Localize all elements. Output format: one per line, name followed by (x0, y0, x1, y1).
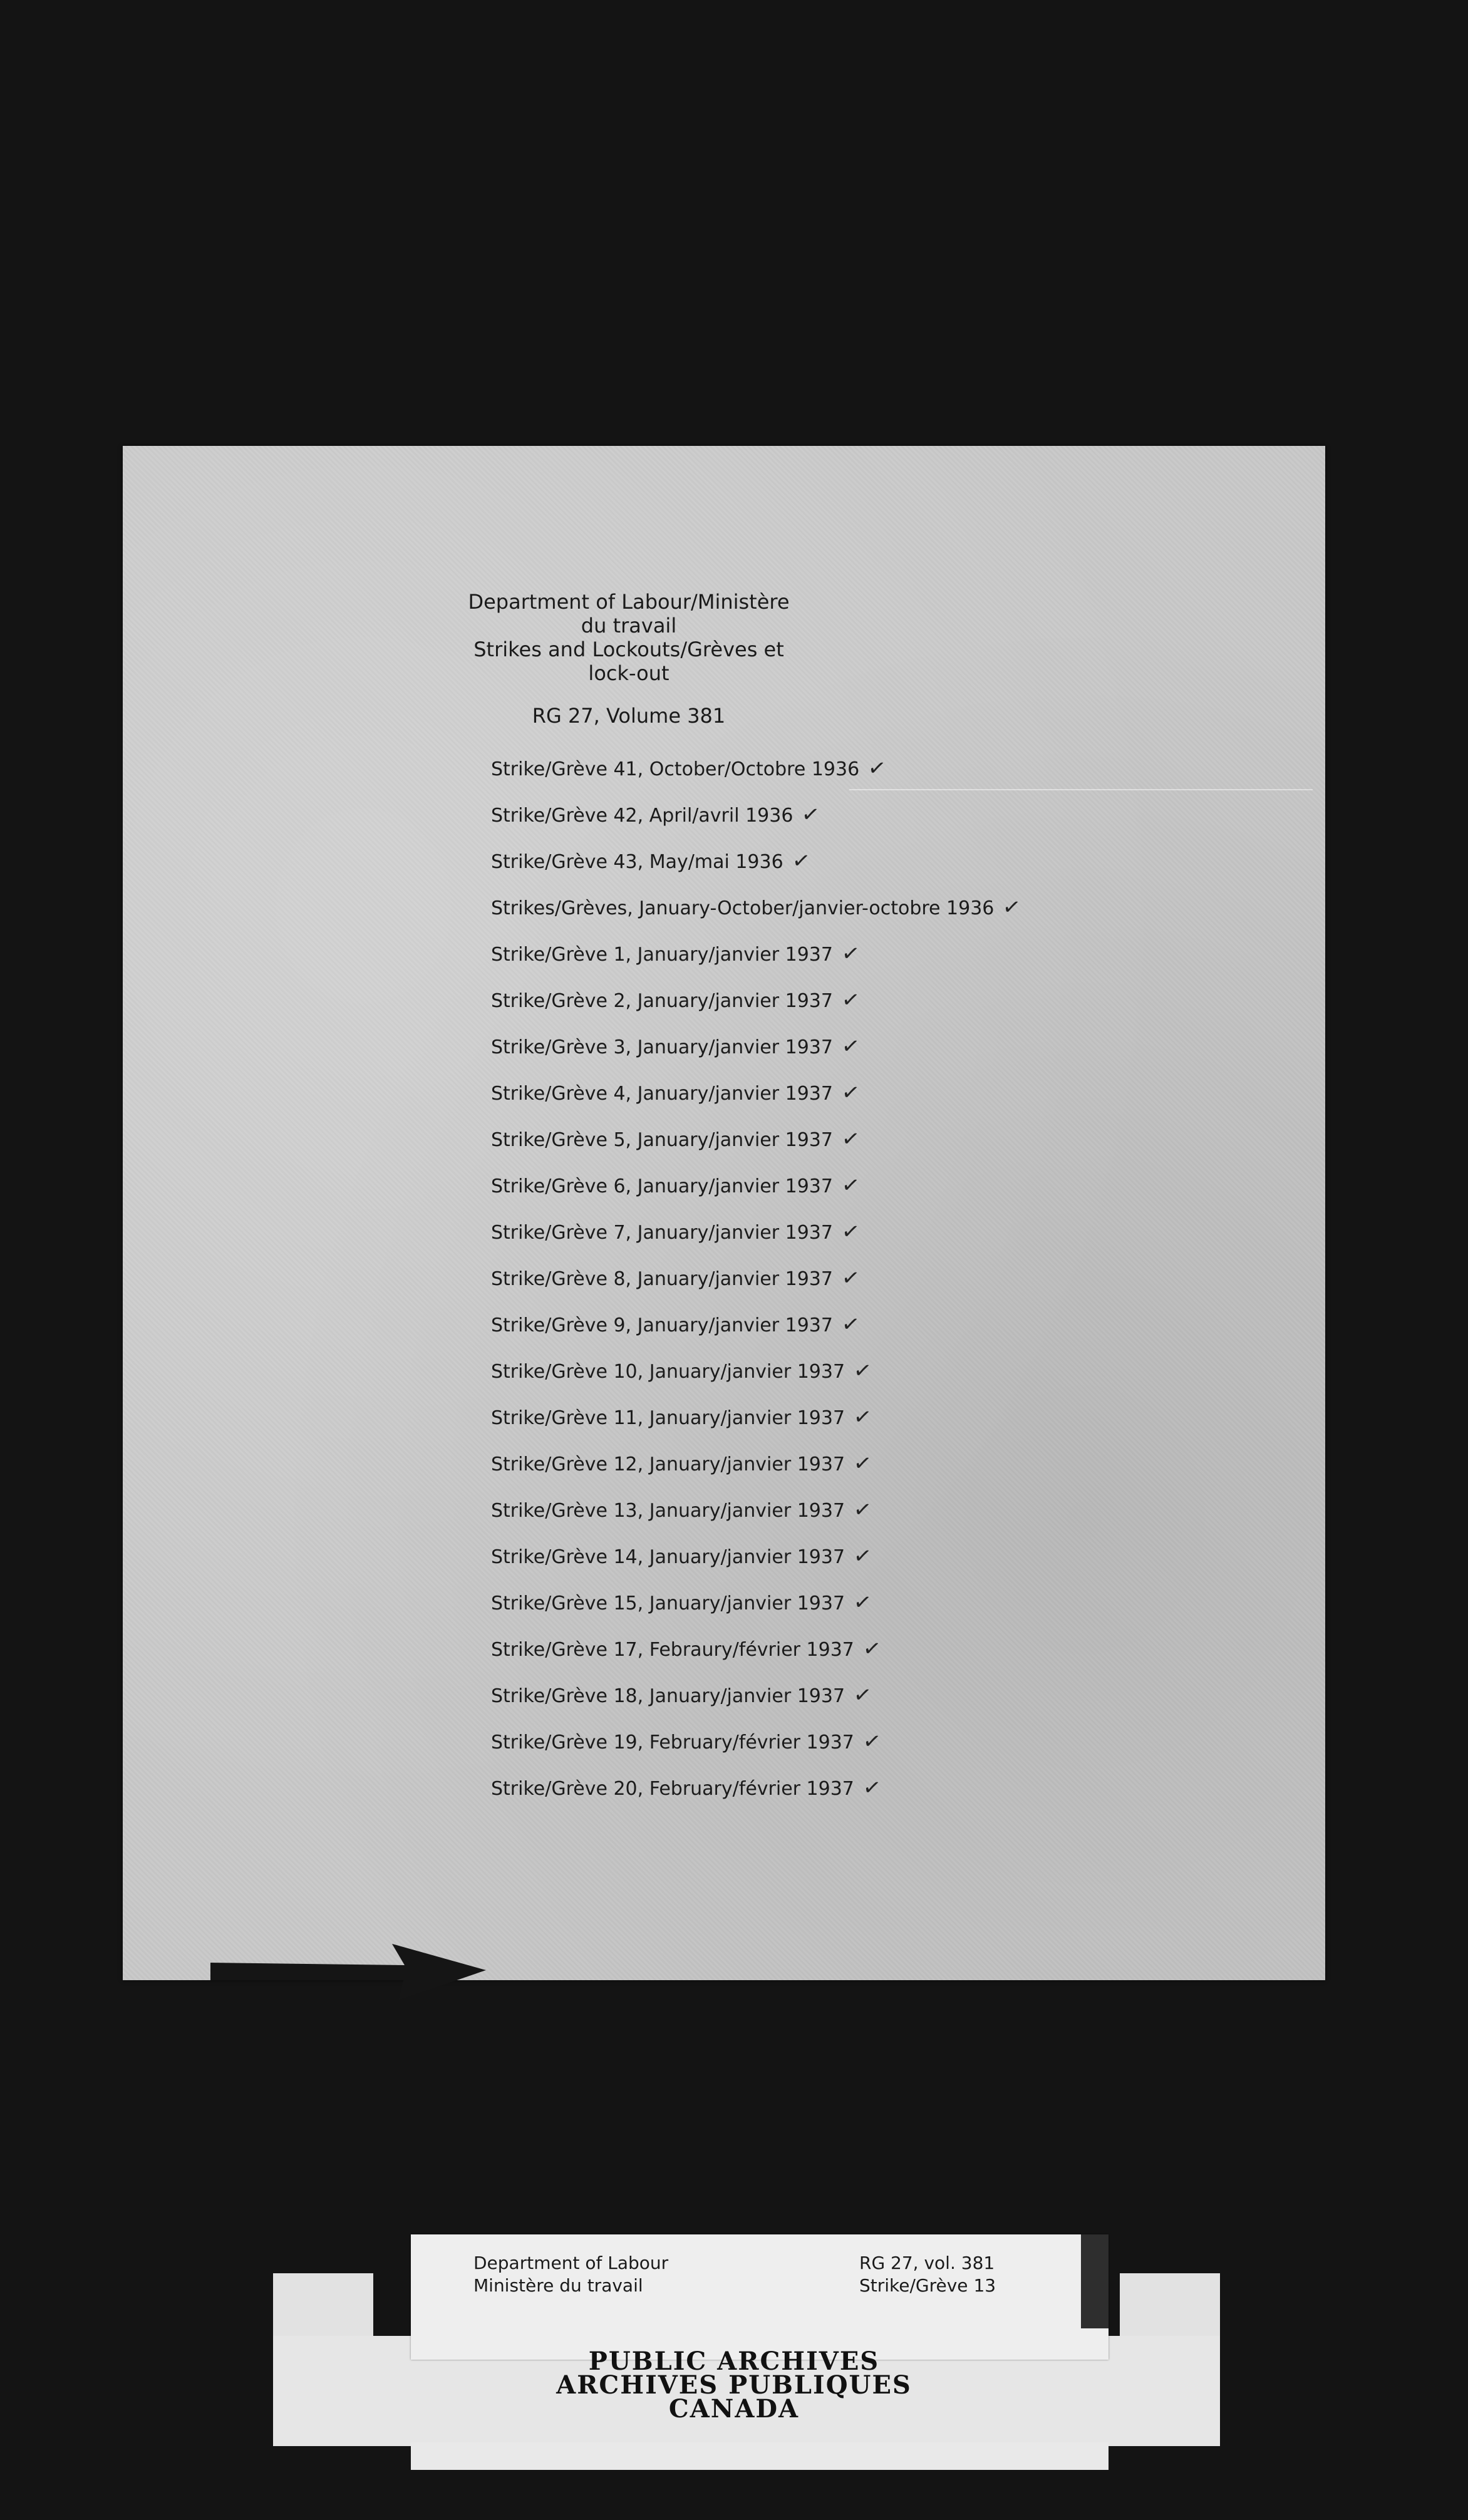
list-item (491, 884, 1021, 931)
check-mark-icon: ✓ (800, 801, 822, 829)
item-text: Strike/Grève 18, January/janvier 1937 (491, 1685, 845, 1707)
label-left-line-1: Department of Labour (473, 2253, 669, 2273)
item-text: Strike/Grève 9, January/janvier 1937 (491, 1314, 833, 1336)
header-line-1: Department of Labour/Ministère du travail (468, 590, 790, 638)
label-right-line-2: Strike/Grève 13 (859, 2275, 996, 2296)
check-mark-icon: ✓ (840, 1172, 862, 1199)
item-text: Strike/Grève 4, January/janvier 1937 (491, 1083, 833, 1105)
check-mark-icon: ✓ (852, 1542, 874, 1570)
list-item (491, 792, 1021, 838)
item-text: Strike/Grève 15, January/janvier 1937 (491, 1593, 845, 1614)
item-text: Strike/Grève 3, January/janvier 1937 (491, 1036, 833, 1058)
list-item (491, 1765, 1021, 1811)
check-mark-icon: ✓ (852, 1450, 874, 1477)
list-item (491, 1626, 1021, 1672)
check-mark-icon: ✓ (861, 1635, 883, 1663)
check-mark-icon: ✓ (861, 1774, 883, 1802)
item-text: Strike/Grève 5, January/janvier 1937 (491, 1129, 833, 1151)
arrow-right-icon (204, 1933, 492, 2008)
list-item (491, 1301, 1021, 1348)
label-right-line-1: RG 27, vol. 381 (859, 2253, 995, 2273)
document-page (123, 446, 1325, 1980)
list-item (491, 1718, 1021, 1765)
label-lower-strip (411, 2442, 1109, 2470)
list-item (491, 931, 1021, 977)
item-text: Strike/Grève 43, May/mai 1936 (491, 851, 783, 873)
list-item (491, 1255, 1021, 1301)
strike-list (491, 745, 1021, 1811)
volume-label: RG 27, Volume 381 (532, 704, 726, 728)
list-item (491, 1209, 1021, 1255)
stamp-line-2: ARCHIVES PUBLIQUES (556, 2370, 912, 2400)
list-item (491, 1579, 1021, 1626)
check-mark-icon: ✓ (840, 1218, 862, 1246)
item-text: Strike/Grève 13, January/janvier 1937 (491, 1500, 845, 1522)
label-left-line-2: Ministère du travail (473, 2275, 643, 2296)
check-mark-icon: ✓ (852, 1357, 874, 1385)
list-item (491, 1070, 1021, 1116)
check-mark-icon: ✓ (790, 847, 812, 875)
list-item (491, 977, 1021, 1023)
check-mark-icon: ✓ (840, 1033, 862, 1060)
list-item (491, 1116, 1021, 1162)
item-text: Strike/Grève 6, January/janvier 1937 (491, 1175, 833, 1197)
list-item (491, 1487, 1021, 1533)
item-text: Strike/Grève 7, January/janvier 1937 (491, 1222, 833, 1244)
check-mark-icon: ✓ (852, 1403, 874, 1431)
list-item (491, 1023, 1021, 1070)
list-item (491, 1440, 1021, 1487)
check-mark-icon: ✓ (852, 1681, 874, 1709)
stamp-line-1: PUBLIC ARCHIVES (588, 2347, 880, 2376)
check-mark-icon: ✓ (840, 1125, 862, 1153)
item-text: Strike/Grève 19, February/février 1937 (491, 1732, 854, 1753)
item-text: Strike/Grève 2, January/janvier 1937 (491, 990, 833, 1012)
check-mark-icon: ✓ (840, 940, 862, 968)
label-tab (1081, 2234, 1109, 2328)
item-text: Strike/Grève 1, January/janvier 1937 (491, 944, 833, 966)
check-mark-icon: ✓ (840, 1079, 862, 1107)
list-item (491, 745, 1021, 792)
item-text: Strike/Grève 41, October/Octobre 1936 (491, 758, 860, 780)
check-mark-icon: ✓ (840, 986, 862, 1014)
list-item (491, 1394, 1021, 1440)
label-department (473, 2252, 668, 2297)
list-item (491, 1348, 1021, 1394)
check-mark-icon: ✓ (852, 1496, 874, 1524)
check-mark-icon: ✓ (866, 755, 888, 782)
list-item (491, 1162, 1021, 1209)
check-mark-icon: ✓ (1001, 894, 1023, 921)
item-text: Strike/Grève 11, January/janvier 1937 (491, 1407, 845, 1429)
archives-stamp (0, 2347, 1468, 2424)
header-line-2: Strikes and Lockouts/Grèves et lock-out (473, 638, 784, 685)
item-text: Strike/Grève 20, February/février 1937 (491, 1778, 854, 1800)
check-mark-icon: ✓ (840, 1311, 862, 1338)
item-text: Strike/Grève 10, January/janvier 1937 (491, 1361, 845, 1383)
item-text: Strike/Grève 42, April/avril 1936 (491, 805, 793, 827)
label-reference (859, 2252, 996, 2297)
item-text: Strike/Grève 8, January/janvier 1937 (491, 1268, 833, 1290)
document-header (466, 590, 792, 728)
check-mark-icon: ✓ (852, 1589, 874, 1616)
archive-label-card (411, 2234, 1109, 2360)
list-item (491, 1533, 1021, 1579)
check-mark-icon: ✓ (840, 1264, 862, 1292)
list-item (491, 838, 1021, 884)
item-text: Strike/Grève 14, January/janvier 1937 (491, 1546, 845, 1568)
item-text: Strikes/Grèves, January-October/janvier-octobre 1936 (491, 897, 995, 919)
stamp-line-3: CANADA (668, 2394, 800, 2424)
item-text: Strike/Grève 12, January/janvier 1937 (491, 1454, 845, 1475)
check-mark-icon: ✓ (861, 1728, 883, 1755)
item-text: Strike/Grève 17, Febraury/février 1937 (491, 1639, 854, 1661)
list-item (491, 1672, 1021, 1718)
